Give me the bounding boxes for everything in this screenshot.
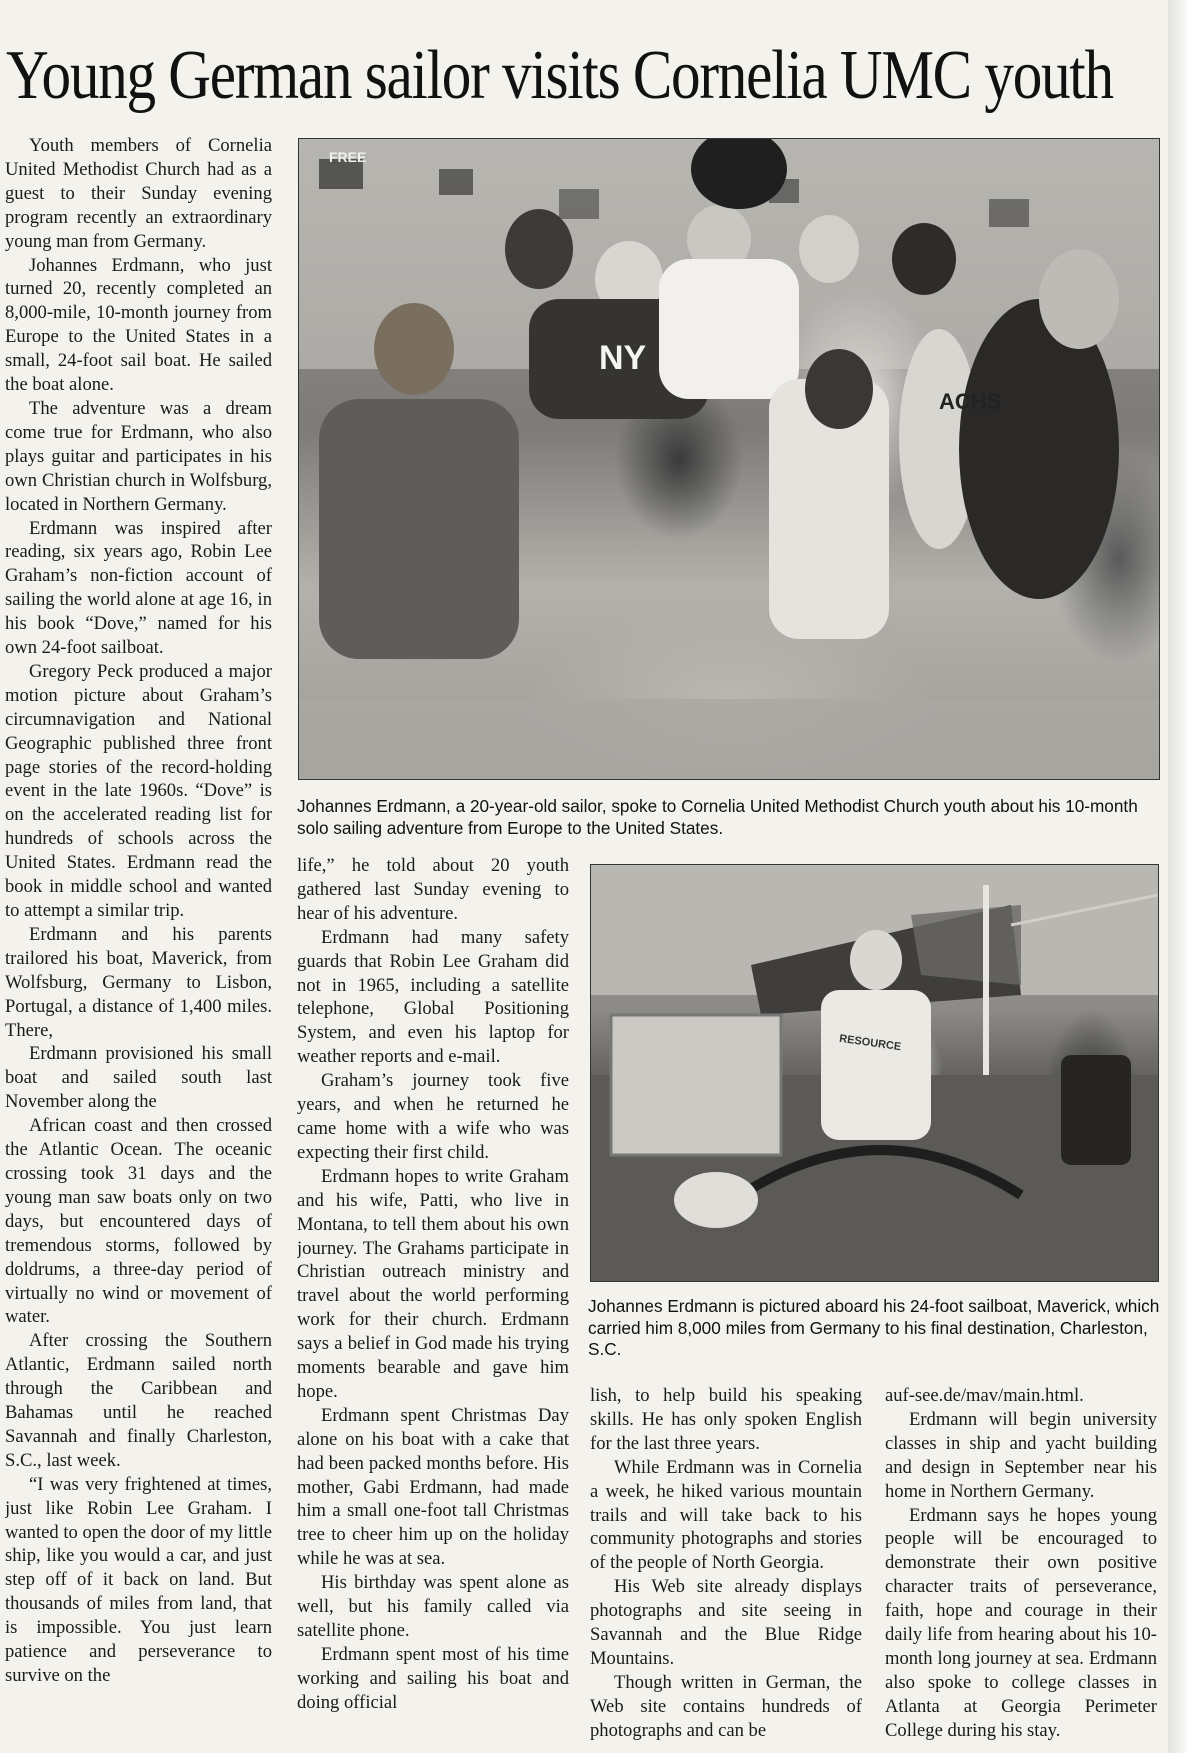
paragraph: Erdmann provisioned his small boat and sailed south last November along the bbox=[5, 1043, 272, 1113]
photo-icon bbox=[299, 139, 1159, 779]
photo-caption-group: Johannes Erdmann, a 20-year-old sailor, spoke to Cornelia United Methodist Church youth about his 10-month solo sailing adventure from Europe to the United States. bbox=[297, 796, 1138, 838]
photo-icon bbox=[591, 865, 1158, 1281]
article-column-1 bbox=[5, 134, 272, 1753]
paragraph: Erdmann spent most of his time working and sailing his boat and doing official bbox=[297, 1643, 569, 1713]
article-column-4 bbox=[885, 1384, 1157, 1753]
paragraph: African coast and then crossed the Atlantic Ocean. The oceanic crossing took 31 days and the young man saw boats only on two days, but encountered days of tremendous storms, followed by doldrums, a three-day period of virtually no wind or movement of water. bbox=[5, 1115, 272, 1328]
paragraph: life,” he told about 20 youth gathered last Sunday evening to hear of his adventure. bbox=[297, 855, 569, 924]
photo-shirt-text: NY bbox=[599, 339, 647, 377]
paragraph: Though written in German, the Web site contains hundreds of photographs and can be bbox=[590, 1671, 862, 1741]
paragraph: lish, to help build his speaking skills. He has only spoken English for the last three years. bbox=[590, 1385, 862, 1454]
paragraph: His birthday was spent alone as well, but his family called via satellite phone. bbox=[297, 1572, 569, 1641]
paragraph: His Web site already displays photographs and site seeing in Savannah and the Blue Ridge Mountains. bbox=[590, 1576, 862, 1669]
paragraph: Erdmann says he hopes young people will be encouraged to demonstrate their own positive character traits of perseverance, faith, hope and courage in their daily life from hearing about his 10-month long journey at sea. Erdmann also spoke to college classes in Atlanta at Georgia Perimeter College during his stay. bbox=[885, 1504, 1157, 1741]
photo-shirt-text: ACHS bbox=[939, 389, 1002, 414]
paragraph: Youth members of Cornelia United Methodist Church had as a guest to their Sunday evening program recently an extraordinary young man from Germany. bbox=[5, 135, 272, 252]
paragraph: Graham’s journey took five years, and when he returned he came home with a wife who was expecting their first child. bbox=[297, 1070, 569, 1163]
article-column-2 bbox=[297, 854, 569, 1753]
group-photo bbox=[298, 138, 1160, 780]
paragraph: Erdmann was inspired after reading, six years ago, Robin Lee Graham’s non-fiction account of sailing the world alone at age 16, in his book “Dove,” named for his own 24-foot sailboat. bbox=[5, 517, 272, 659]
boat-photo bbox=[590, 864, 1159, 1282]
paragraph: Erdmann will begin university classes in ship and yacht building and design in September near his home in Northern Germany. bbox=[885, 1408, 1157, 1502]
paragraph: While Erdmann was in Cornelia a week, he hiked various mountain trails and will take back to his community photographs and stories of the people of North Georgia. bbox=[590, 1456, 862, 1574]
paragraph: Erdmann hopes to write Graham and his wife, Patti, who live in Montana, to tell them about his own journey. The Grahams participate in Christian outreach ministry and travel about the world performing work for their church. Erdmann says a belief in God made his trying moments bearable and gave him hope. bbox=[297, 1165, 569, 1402]
photo-shirt-text: RESOURCE bbox=[838, 1032, 902, 1054]
article-column-3 bbox=[590, 1384, 862, 1753]
headline: Young German sailor visits Cornelia UMC youth bbox=[6, 37, 1113, 114]
paragraph: “I was very frightened at times, just like Robin Lee Graham. I wanted to open the door of my little ship, like you would a car, and just step off of it back on land. But thousands of miles from land, that is impossible. You just learn patience and perseverance to survive on the bbox=[5, 1473, 272, 1686]
photo-sign-text: FREE bbox=[329, 149, 367, 165]
page-edge bbox=[1168, 0, 1188, 1753]
paragraph: The adventure was a dream come true for Erdmann, who also plays guitar and participates in his own Christian church in Wolfsburg, located in Northern Germany. bbox=[5, 397, 272, 515]
paragraph: Erdmann had many safety guards that Robin Lee Graham did not in 1965, including a satellite telephone, Global Positioning System, and even his laptop for weather reports and e-mail. bbox=[297, 926, 569, 1068]
paragraph: auf-see.de/mav/main.html. bbox=[885, 1385, 1084, 1406]
paragraph: Erdmann and his parents trailored his boat, Maverick, from Wolfsburg, Germany to Lisbon, Portugal, a distance of 1,400 miles. There, bbox=[5, 923, 272, 1041]
paragraph: Johannes Erdmann, who just turned 20, recently completed an 8,000-mile, 10-month journey from Europe to the United States in a small, 24-foot sail boat. He sailed the boat alone. bbox=[5, 254, 272, 396]
paragraph: Erdmann spent Christmas Day alone on his boat with a cake that had been packed months before. His mother, Gabi Erdmann, had made him a small one-foot tall Christmas tree to cheer him up on the holiday while he was at sea. bbox=[297, 1404, 569, 1570]
photo-caption-boat: Johannes Erdmann is pictured aboard his 24-foot sailboat, Maverick, which carried him 8,000 miles from Germany to his final destination, Charleston, S.C. bbox=[588, 1296, 1160, 1359]
paragraph: After crossing the Southern Atlantic, Erdmann sailed north through the Caribbean and Bahamas until he reached Savannah and finally Charleston, S.C., last week. bbox=[5, 1330, 272, 1471]
paragraph: Gregory Peck produced a major motion picture about Graham’s circumnavigation and National Geographic published three front page stories of the record-holding event in the late 1960s. “Dove” is on the accelerated reading list for hundreds of schools across the United States. Erdmann read the book in middle school and wanted to attempt a similar trip. bbox=[5, 660, 272, 921]
